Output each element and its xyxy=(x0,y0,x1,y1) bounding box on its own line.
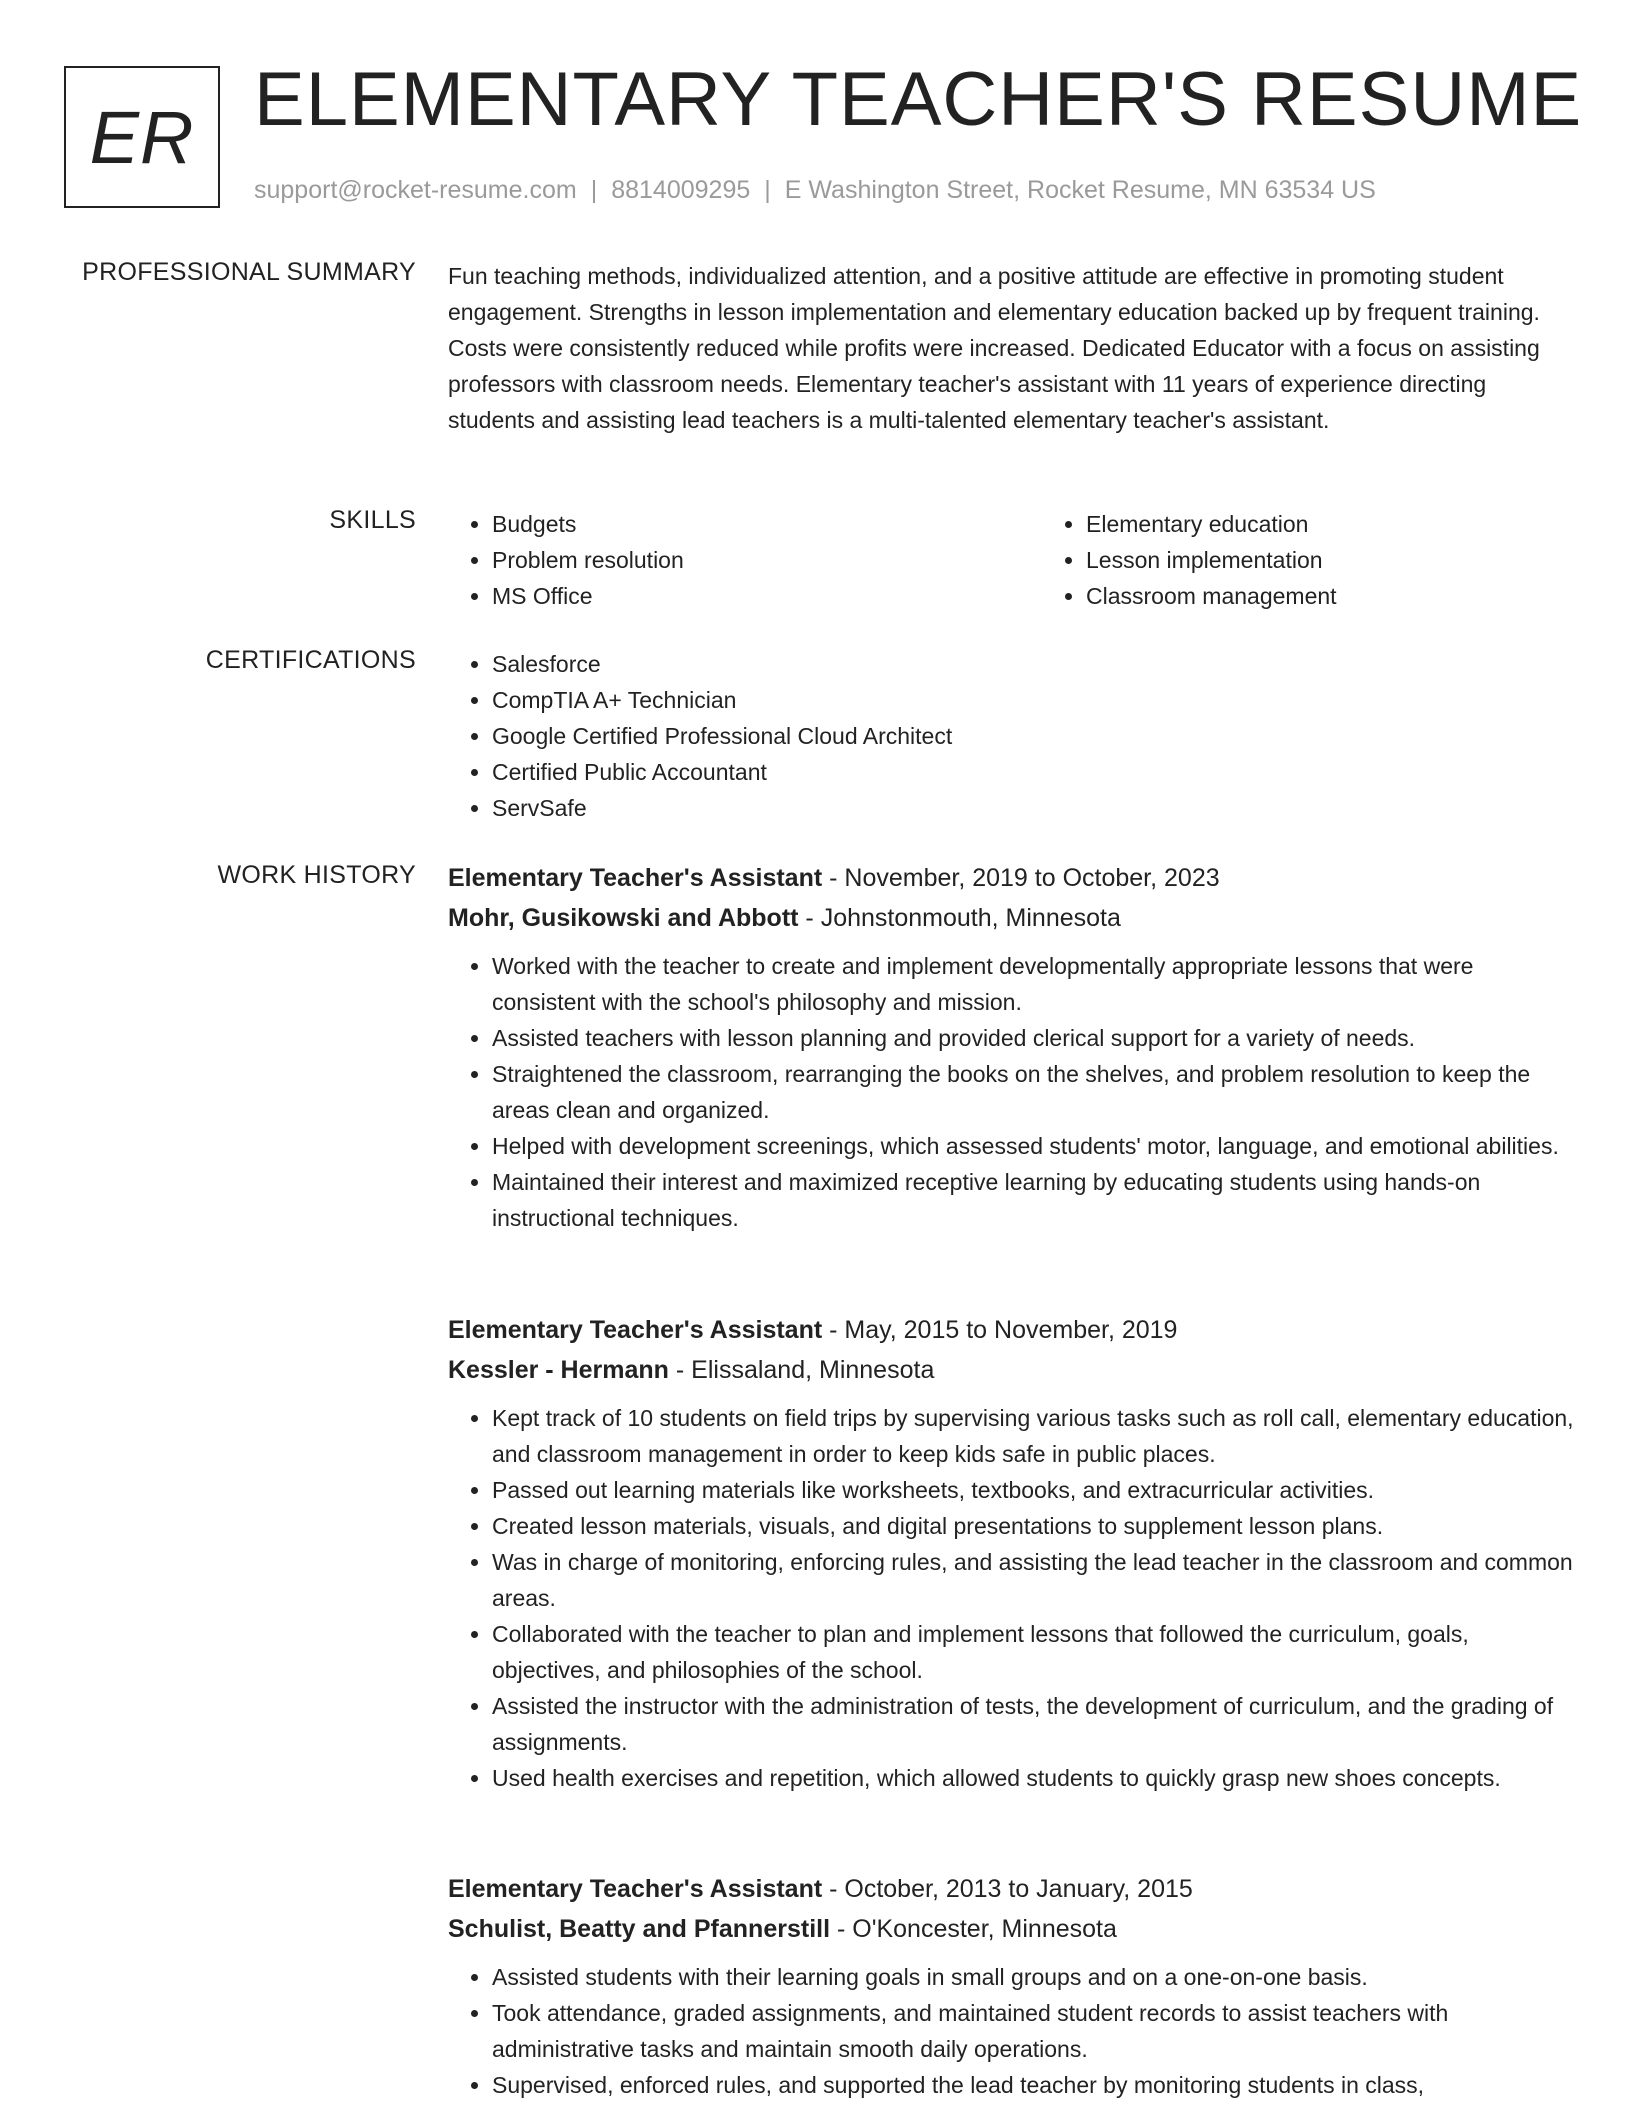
section-label-work-history: WORK HISTORY xyxy=(217,861,416,889)
certification-item: • Salesforce xyxy=(492,646,1578,682)
skill-item: • Elementary education xyxy=(1086,506,1632,542)
job-company-line xyxy=(448,1350,1578,1390)
skill-item: • MS Office xyxy=(492,578,1042,614)
job-bullet: • Worked with the teacher to create and implement developmentally appropriate lessons that were consistent with the school's philosophy and mission. xyxy=(492,948,1578,1020)
job-location: - Johnstonmouth, Minnesota xyxy=(798,904,1121,932)
certification-item: • ServSafe xyxy=(492,790,1578,826)
certification-item: • Google Certified Professional Cloud Architect xyxy=(492,718,1578,754)
job-dates: - November, 2019 to October, 2023 xyxy=(822,864,1220,892)
monogram-badge xyxy=(64,66,220,208)
skill-item: • Classroom management xyxy=(1086,578,1632,614)
contact-email[interactable]: support@rocket-resume.com xyxy=(254,176,577,204)
contact-address: E Washington Street, Rocket Resume, MN 63534 US xyxy=(784,176,1376,204)
job-location: - Elissaland, Minnesota xyxy=(668,1356,935,1384)
job-bullet: • Took attendance, graded assignments, and maintained student records to assist teachers with administrative tasks and maintain smooth daily operations. xyxy=(492,1995,1578,2067)
contact-separator: | xyxy=(764,176,771,204)
contact-phone[interactable]: 8814009295 xyxy=(611,176,751,204)
summary-text: Fun teaching methods, individualized attention, and a positive attitude are effective in promoting student engagement. Strengths in lesson implementation and elementary education backed up by frequent training. Costs were consistently reduced while profits were increased. Dedicated Educator with a focus on assisting professors with classroom needs. Elementary teacher's assistant with 11 years of experience directing students and assisting lead teachers is a multi-talented elementary teacher's assistant. xyxy=(448,263,1540,433)
resume-title: ELEMENTARY TEACHER'S RESUME xyxy=(254,57,1583,142)
certifications-body xyxy=(448,646,1578,826)
job-bullet: • Created lesson materials, visuals, and digital presentations to supplement lesson plans. xyxy=(492,1508,1578,1544)
job-bullet: • Collaborated with the teacher to plan and implement lessons that followed the curriculum, goals, objectives, and philosophies of the school. xyxy=(492,1616,1578,1688)
job-company-line xyxy=(448,898,1578,938)
section-label-certifications: CERTIFICATIONS xyxy=(205,646,416,674)
job-title: Elementary Teacher's Assistant xyxy=(448,1316,823,1344)
job-bullet: • Helped with development screenings, which assessed students' motor, language, and emotional abilities. xyxy=(492,1128,1578,1164)
summary-body xyxy=(448,258,1578,438)
job-title-line xyxy=(448,1869,1578,1909)
certification-item: • Certified Public Accountant xyxy=(492,754,1578,790)
job-company-line xyxy=(448,1909,1578,1949)
job-bullet: • Was in charge of monitoring, enforcing rules, and assisting the lead teacher in the classroom and common areas. xyxy=(492,1544,1578,1616)
skill-item: • Budgets xyxy=(492,506,1042,542)
job-body xyxy=(448,1310,1578,1796)
skills-grid xyxy=(448,506,1578,614)
job-title-line xyxy=(448,858,1578,898)
monogram-initials: ER xyxy=(89,95,195,179)
job-bullet: • Passed out learning materials like worksheets, textbooks, and extracurricular activities. xyxy=(492,1472,1578,1508)
job-body xyxy=(448,1869,1578,2103)
job-location: - O'Koncester, Minnesota xyxy=(830,1915,1117,1943)
job-dates: - October, 2013 to January, 2015 xyxy=(822,1875,1193,1903)
contact-line xyxy=(254,176,1376,205)
certification-item: • CompTIA A+ Technician xyxy=(492,682,1578,718)
skill-item: • Problem resolution xyxy=(492,542,1042,578)
job-bullets xyxy=(448,948,1578,1236)
job-title: Elementary Teacher's Assistant xyxy=(448,864,823,892)
section-label-summary: PROFESSIONAL SUMMARY xyxy=(82,258,416,286)
certifications-list xyxy=(448,646,1578,826)
skill-item: • Lesson implementation xyxy=(1086,542,1632,578)
section-label-skills: SKILLS xyxy=(329,506,416,534)
job-bullet: • Assisted the instructor with the administration of tests, the development of curriculum, and the grading of assignments. xyxy=(492,1688,1578,1760)
job-bullet: • Maintained their interest and maximized receptive learning by educating students using hands-on instructional techniques. xyxy=(492,1164,1578,1236)
job-title-line xyxy=(448,1310,1578,1350)
job-bullets xyxy=(448,1400,1578,1796)
job-bullet: • Straightened the classroom, rearranging the books on the shelves, and problem resolution to keep the areas clean and organized. xyxy=(492,1056,1578,1128)
job-bullet: • Kept track of 10 students on field trips by supervising various tasks such as roll call, elementary education, and classroom management in order to keep kids safe in public places. xyxy=(492,1400,1578,1472)
job-bullets xyxy=(448,1959,1578,2103)
job-company: Kessler - Hermann xyxy=(448,1356,669,1384)
job-body xyxy=(448,858,1578,1236)
skills-column-2 xyxy=(1042,506,1632,614)
job-company: Schulist, Beatty and Pfannerstill xyxy=(448,1915,831,1943)
job-bullet: • Assisted teachers with lesson planning and provided clerical support for a variety of needs. xyxy=(492,1020,1578,1056)
job-title: Elementary Teacher's Assistant xyxy=(448,1875,823,1903)
job-bullet: • Assisted students with their learning goals in small groups and on a one-on-one basis. xyxy=(492,1959,1578,1995)
job-company: Mohr, Gusikowski and Abbott xyxy=(448,904,799,932)
skills-column-1 xyxy=(448,506,1042,614)
job-dates: - May, 2015 to November, 2019 xyxy=(822,1316,1178,1344)
job-bullet: • Used health exercises and repetition, which allowed students to quickly grasp new shoes concepts. xyxy=(492,1760,1578,1796)
job-bullet: • Supervised, enforced rules, and supported the lead teacher by monitoring students in class, xyxy=(492,2067,1578,2103)
contact-separator: | xyxy=(590,176,598,204)
